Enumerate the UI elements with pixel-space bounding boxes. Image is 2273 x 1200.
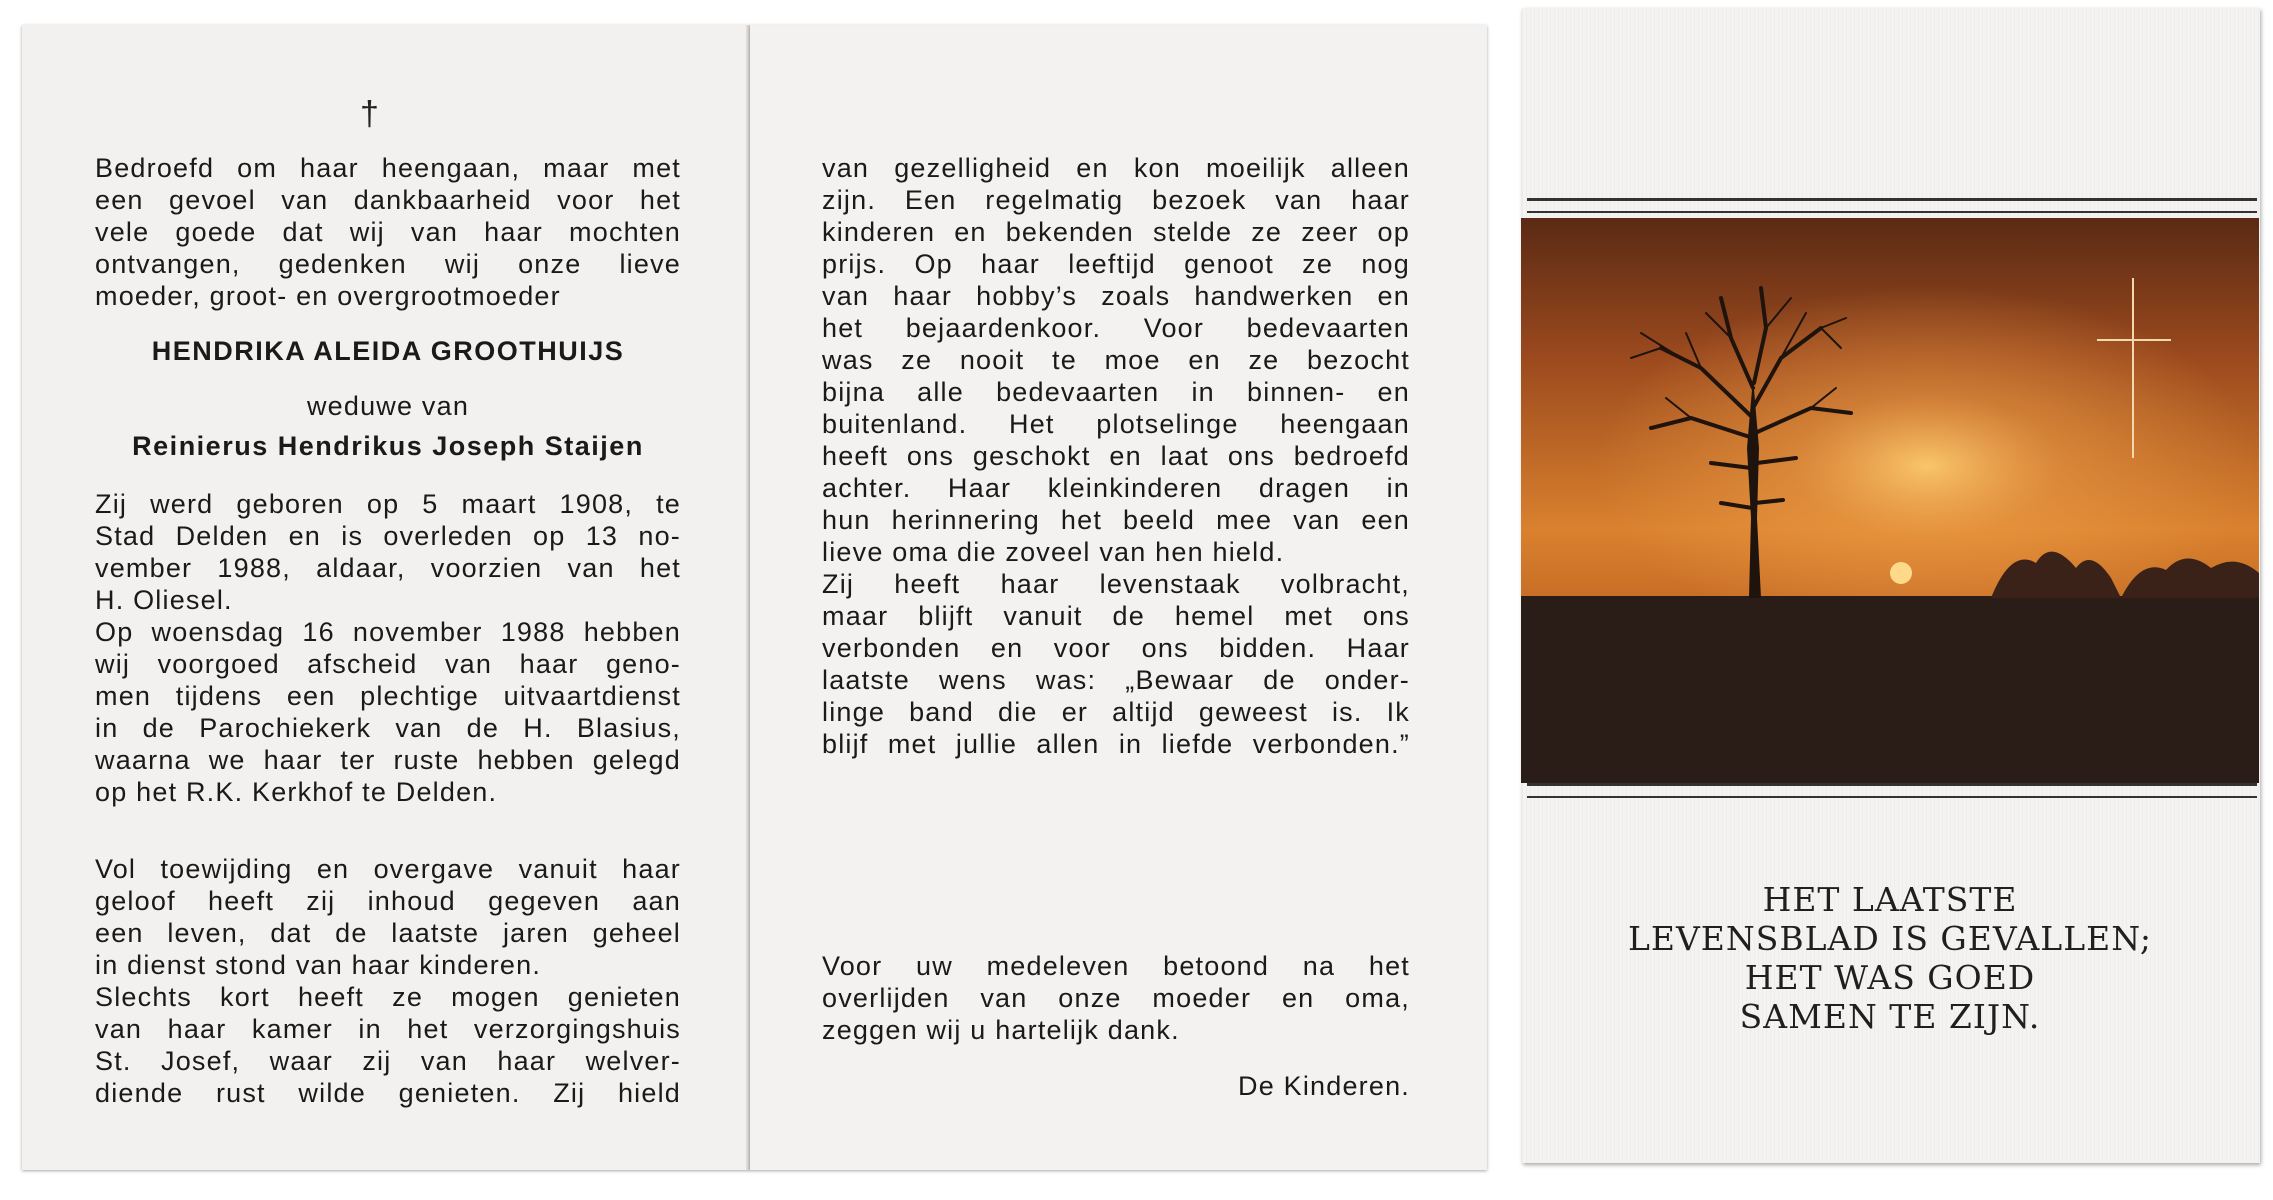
text-line: overlijden van onze moeder en oma,	[822, 983, 1410, 1013]
text-line: lieve oma die zoveel van hen hield.	[822, 537, 1285, 567]
text-line: laatste wens was: „Bewaar de onder-	[822, 665, 1410, 695]
text-line: van haar hobby’s zoals handwerken en	[822, 281, 1410, 311]
text-line: maar blijft vanuit de hemel met ons	[822, 601, 1410, 631]
sunset-tree-cross-image	[1521, 218, 2259, 783]
text-line: linge band die er altijd geweest is. Ik	[822, 697, 1410, 727]
text-line: wij voorgoed afscheid van haar geno-	[95, 649, 681, 679]
text-line: op het R.K. Kerkhof te Delden.	[95, 777, 498, 807]
text-line: Vol toewijding en overgave vanuit haar	[95, 854, 681, 884]
text-line: Voor uw medeleven betoond na het	[822, 951, 1410, 981]
text-line: kinderen en bekenden stelde ze zeer op	[822, 217, 1410, 247]
text-line: verbonden en voor ons bidden. Haar	[822, 633, 1410, 663]
epitaph-line: LEVENSBLAD IS GEVALLEN;	[1627, 919, 2153, 958]
epitaph-text	[1540, 880, 2240, 1036]
text-line: prijs. Op haar leeftijd genoot ze nog	[822, 249, 1410, 279]
text-line: ontvangen, gedenken wij onze lieve	[95, 249, 681, 279]
top-double-rule	[1527, 198, 2257, 213]
text-line: Op woensdag 16 november 1988 hebben	[95, 617, 681, 647]
text-line: was ze nooit te moe en ze bezocht	[822, 345, 1410, 375]
text-line: Zij heeft haar levenstaak volbracht,	[822, 569, 1410, 599]
widow-of-label: weduwe van	[306, 391, 470, 421]
text-line: vember 1988, aldaar, voorzien van het	[95, 553, 681, 583]
text-line: waarna we haar ter ruste hebben gelegd	[95, 745, 681, 775]
text-line: een leven, dat de laatste jaren geheel	[95, 918, 681, 948]
epitaph-line: HET LAATSTE	[1762, 880, 2018, 919]
text-line: van haar kamer in het verzorgingshuis	[95, 1014, 681, 1044]
text-line: heeft ons geschokt en laat ons bedroefd	[822, 441, 1410, 471]
thanks-paragraph	[822, 950, 1410, 1046]
text-line: zeggen wij u hartelijk dank.	[822, 1015, 1180, 1045]
text-line: H. Oliesel.	[95, 585, 233, 615]
text-line: in de Parochiekerk van de H. Blasius,	[95, 713, 681, 743]
text-line: blijf met jullie allen in liefde verbonden.”	[822, 729, 1410, 759]
text-line: moeder, groot- en overgrootmoeder	[95, 281, 561, 311]
spouse-name: Reinierus Hendrikus Joseph Staijen	[132, 431, 644, 461]
text-line: buitenland. Het plotselinge heengaan	[822, 409, 1410, 439]
text-line: Slechts kort heeft ze mogen genieten	[95, 982, 681, 1012]
text-line: Stad Delden en is overleden op 13 no-	[95, 521, 681, 551]
epitaph-line: HET WAS GOED	[1744, 958, 2036, 997]
text-line: het bejaardenkoor. Voor bedevaarten	[822, 313, 1410, 343]
cross-symbol: †	[360, 95, 379, 133]
text-line: een gevoel van dankbaarheid voor het	[95, 185, 681, 215]
text-line: Bedroefd om haar heengaan, maar met	[95, 153, 681, 183]
text-line: vele goede dat wij van haar mochten	[95, 217, 681, 247]
text-line: St. Josef, waar zij van haar welver-	[95, 1046, 681, 1076]
text-line: achter. Haar kleinkinderen dragen in	[822, 473, 1410, 503]
birth-death-paragraph	[95, 488, 681, 808]
text-line: Zij werd geboren op 5 maart 1908, te	[95, 489, 681, 519]
text-line: hun herinnering het beeld mee van een	[822, 505, 1410, 535]
text-line: in dienst stond van haar kinderen.	[95, 950, 542, 980]
text-line: bijna alle bedevaarten in binnen- en	[822, 377, 1410, 407]
text-line: men tijdens een plechtige uitvaartdienst	[95, 681, 681, 711]
dedication-paragraph	[95, 853, 681, 1109]
signature: De Kinderen.	[1238, 1071, 1410, 1101]
text-line: van gezelligheid en kon moeilijk alleen	[822, 153, 1410, 183]
text-line: zijn. Een regelmatig bezoek van haar	[822, 185, 1410, 215]
deceased-name: HENDRIKA ALEIDA GROOTHUIJS	[151, 336, 625, 366]
continuation-paragraph	[822, 152, 1410, 760]
text-line: diende rust wilde genieten. Zij hield	[95, 1078, 681, 1108]
bottom-double-rule	[1527, 783, 2257, 798]
text-line: geloof heeft zij inhoud gegeven aan	[95, 886, 681, 916]
intro-paragraph	[95, 152, 681, 312]
epitaph-line: SAMEN TE ZIJN.	[1739, 997, 2041, 1036]
